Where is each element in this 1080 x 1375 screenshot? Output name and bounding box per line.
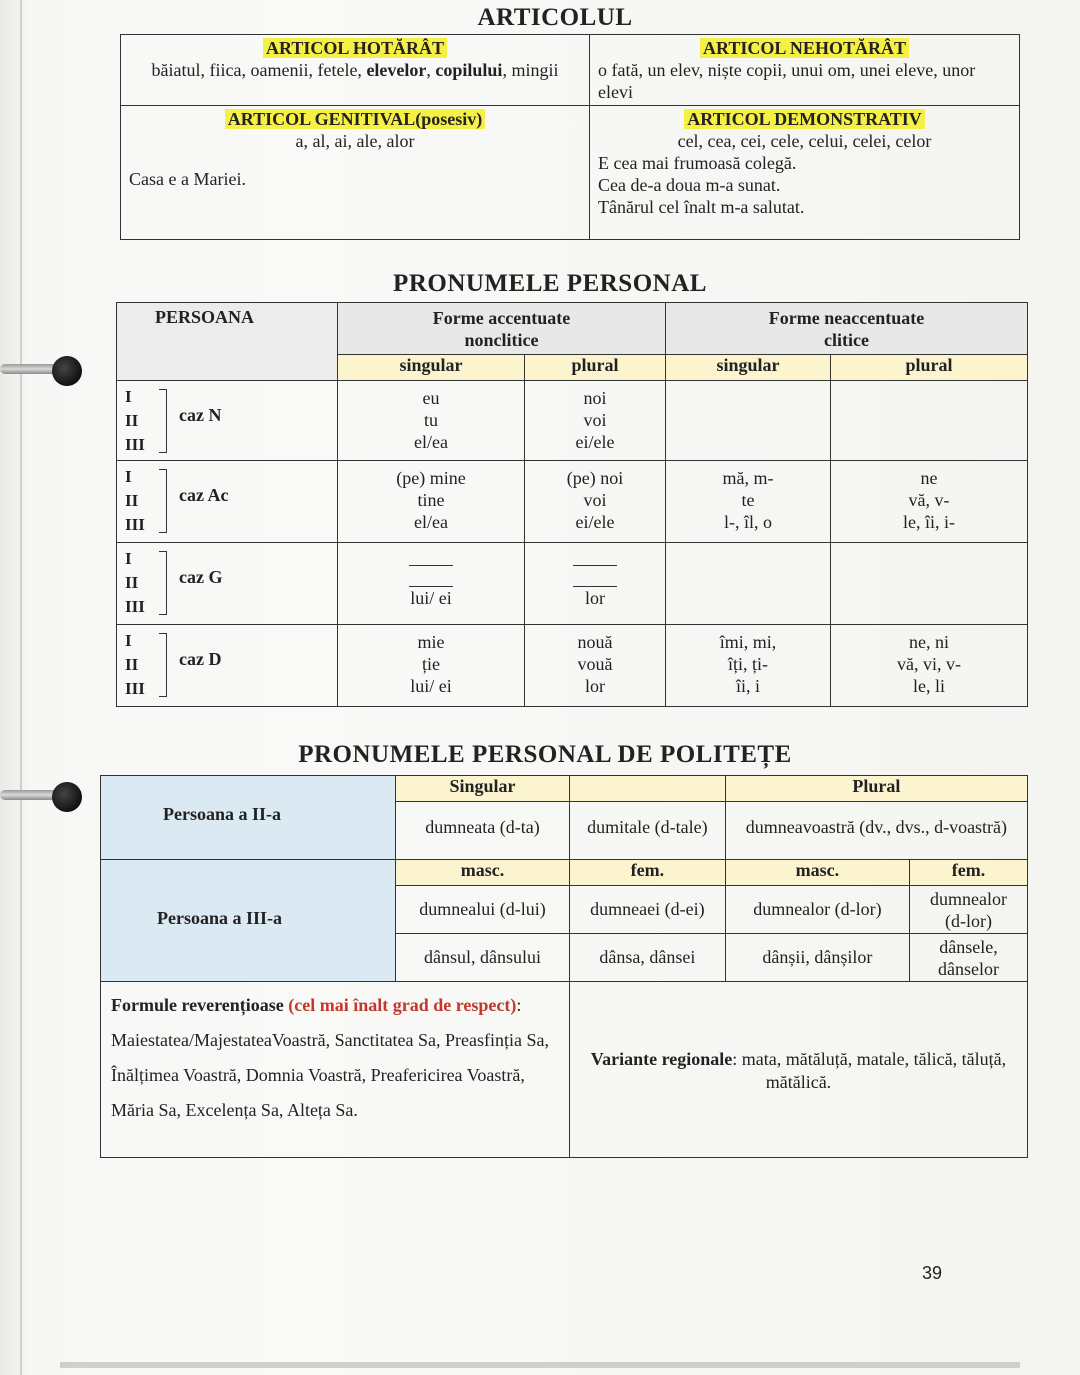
acc-sg-values: (pe) mine tine el/ea: [338, 461, 525, 543]
acc-pl-values: (pe) noi voi ei/ele: [525, 461, 666, 543]
masc-header: masc.: [396, 860, 570, 886]
masc-header: masc.: [725, 860, 909, 886]
neacc-pl-values: ne, ni vă, vi, v- le, li: [831, 625, 1028, 707]
articol-nehotarat-examples: o fată, un elev, niște copii, unui om, unei eleve, unor elevi: [598, 60, 976, 102]
fem-header: fem.: [910, 860, 1028, 886]
neacc-singular-header: singular: [666, 355, 831, 381]
case-row-label: I II III caz Ac: [117, 461, 338, 543]
p3-sg-fem: dumneaei (d-ei): [569, 886, 725, 934]
articol-hotarat-examples: băiatul, fiica, oamenii, fetele, elevelor, copilului, mingii: [151, 60, 559, 80]
p3-pl-fem: dumnealor (d-lor): [910, 886, 1028, 934]
case-label: caz N: [179, 405, 222, 425]
pers3-label: Persoana a III-a: [101, 860, 396, 982]
case-row-label: I II III caz D: [117, 625, 338, 707]
neacc-sg-values: [666, 543, 831, 625]
articol-title: ARTICOLUL: [477, 4, 633, 31]
pers2-sg1: dumneata (d-ta): [396, 802, 570, 860]
acc-plural-header: plural: [525, 355, 666, 381]
p3-pl-fem2: dânsele, dânselor: [910, 934, 1028, 982]
neacc-pl-values: [831, 381, 1028, 461]
articol-demonstrativ-cell: [590, 106, 1020, 240]
politete-table: [100, 775, 1028, 1158]
persoana-header: PERSOANA: [117, 303, 338, 381]
politete-singular-header: Singular: [396, 776, 570, 802]
case-label: caz D: [179, 649, 222, 669]
neacc-pl-values: [831, 543, 1028, 625]
politete-singular-header-extra: [569, 776, 725, 802]
variante-regionale: Variante regionale: mata, mătăluță, matale, tălică, tăluță, mătălică.: [569, 982, 1027, 1158]
pers2-label: Persoana a II-a: [101, 776, 396, 860]
case-row-label: I II III caz N: [117, 381, 338, 461]
pronume-table: [116, 302, 1028, 707]
case-row-label: I II III caz G: [117, 543, 338, 625]
acc-sg-values: eu tu el/ea: [338, 381, 525, 461]
pers2-pl: dumneavoastră (dv., dvs., d-voastră): [725, 802, 1027, 860]
articol-genitival-cell: [121, 106, 590, 240]
acc-pl-values: lor: [525, 543, 666, 625]
politete-title: PRONUMELE PERSONAL DE POLITEȚE: [298, 741, 792, 768]
page-number: 39: [922, 1263, 943, 1283]
articol-demonstrativ-example: Tânărul cel înalt m-a salutat.: [598, 197, 805, 217]
binder-ring-icon: [0, 354, 82, 388]
neacc-plural-header: plural: [831, 355, 1028, 381]
p3-sg-masc2: dânsul, dânsului: [396, 934, 570, 982]
neaccentuate-header: Forme neaccentuate clitice: [666, 303, 1028, 355]
neacc-sg-values: mă, m- te l-, îl, o: [666, 461, 831, 543]
neacc-sg-values: îmi, mi, îți, ți- îi, i: [666, 625, 831, 707]
articol-demonstrativ-example: Cea de-a doua m-a sunat.: [598, 175, 781, 195]
page-edge: [60, 1362, 1020, 1368]
pers2-sg2: dumitale (d-tale): [569, 802, 725, 860]
articol-genitival-example: Casa e a Mariei.: [129, 169, 246, 189]
case-label: caz G: [179, 567, 223, 587]
articol-genitival-forms: a, al, ai, ale, alor: [295, 131, 415, 151]
politete-plural-header: Plural: [725, 776, 1027, 802]
p3-pl-masc: dumnealor (d-lor): [725, 886, 909, 934]
articol-hotarat-title: ARTICOL HOTĂRÂT: [263, 38, 447, 58]
p3-pl-masc2: dânșii, dânșilor: [725, 934, 909, 982]
acc-pl-values: nouă vouă lor: [525, 625, 666, 707]
articol-demonstrativ-title: ARTICOL DEMONSTRATIV: [684, 109, 925, 129]
articol-nehotarat-title: ARTICOL NEHOTĂRÂT: [700, 38, 909, 58]
articol-demonstrativ-forms: cel, cea, cei, cele, celui, celei, celor: [677, 131, 932, 151]
accentuate-header: Forme accentuate nonclitice: [338, 303, 666, 355]
pronume-title: PRONUMELE PERSONAL: [393, 270, 707, 297]
articol-table: [120, 34, 1020, 240]
neacc-pl-values: ne vă, v- le, îi, i-: [831, 461, 1028, 543]
acc-pl-values: noi voi ei/ele: [525, 381, 666, 461]
articol-genitival-title: ARTICOL GENITIVAL(posesiv): [225, 109, 486, 129]
binder-ring-icon: [0, 780, 82, 814]
formule-reverentioase: Formule reverențioase (cel mai înalt grad de respect): Maiestatea/MajestateaVoastră, Sanctitatea Sa, Preasfinția Sa, Înălțimea Voastră, Domnia Voastră, Preafericirea Voastră, Măria Sa, Excelența Sa, Alteța Sa.: [101, 982, 570, 1158]
articol-demonstrativ-example: E cea mai frumoasă colegă.: [598, 153, 797, 173]
articol-hotarat-cell: [121, 35, 590, 106]
acc-sg-values: lui/ ei: [338, 543, 525, 625]
case-label: caz Ac: [179, 485, 229, 505]
neacc-sg-values: [666, 381, 831, 461]
acc-singular-header: singular: [338, 355, 525, 381]
fem-header: fem.: [569, 860, 725, 886]
binder-edge: [20, 0, 22, 1375]
articol-nehotarat-cell: [590, 35, 1020, 106]
acc-sg-values: mie ție lui/ ei: [338, 625, 525, 707]
p3-sg-masc: dumnealui (d-lui): [396, 886, 570, 934]
p3-sg-fem2: dânsa, dânsei: [569, 934, 725, 982]
